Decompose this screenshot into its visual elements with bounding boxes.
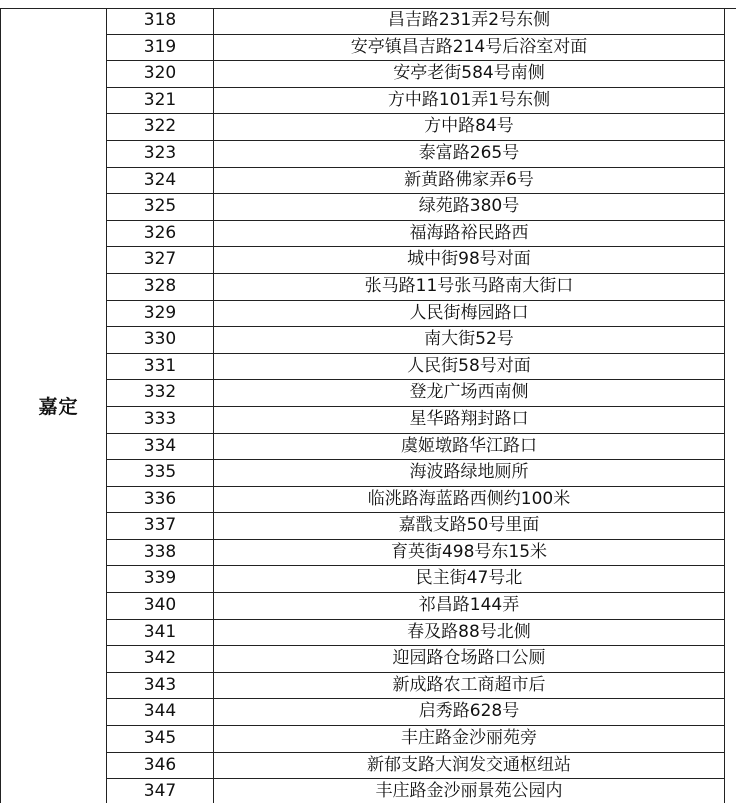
row-number: 320 xyxy=(107,61,214,87)
row-address: 安亭镇昌吉路214号后浴室对面 xyxy=(214,35,725,61)
row-address: 丰庄路金沙丽景苑公园内 xyxy=(214,779,725,803)
row-address: 嘉戬支路50号里面 xyxy=(214,513,725,539)
row-number: 347 xyxy=(107,779,214,803)
table-body xyxy=(107,8,725,803)
row-address: 张马路11号张马路南大街口 xyxy=(214,274,725,300)
table-row xyxy=(107,301,725,328)
table-row xyxy=(107,460,725,487)
table-row xyxy=(107,274,725,301)
row-address: 新黄路佛家弄6号 xyxy=(214,168,725,194)
row-address: 安亭老街584号南侧 xyxy=(214,61,725,87)
row-address: 方中路84号 xyxy=(214,114,725,140)
row-number: 341 xyxy=(107,620,214,646)
row-number: 319 xyxy=(107,35,214,61)
row-address: 新郁支路大润发交通枢纽站 xyxy=(214,753,725,779)
row-number: 331 xyxy=(107,354,214,380)
row-number: 324 xyxy=(107,168,214,194)
row-address: 祁昌路144弄 xyxy=(214,593,725,619)
row-address: 春及路88号北侧 xyxy=(214,620,725,646)
table-row xyxy=(107,726,725,753)
row-address: 民主街47号北 xyxy=(214,566,725,592)
row-number: 339 xyxy=(107,566,214,592)
row-address: 人民街58号对面 xyxy=(214,354,725,380)
table-row xyxy=(107,247,725,274)
table-row xyxy=(107,88,725,115)
row-address: 方中路101弄1号东侧 xyxy=(214,88,725,114)
row-address: 绿苑路380号 xyxy=(214,194,725,220)
table-row xyxy=(107,141,725,168)
row-number: 336 xyxy=(107,487,214,513)
row-number: 326 xyxy=(107,221,214,247)
row-address: 人民街梅园路口 xyxy=(214,301,725,327)
table-row xyxy=(107,194,725,221)
row-number: 340 xyxy=(107,593,214,619)
table-row xyxy=(107,699,725,726)
table-row xyxy=(107,620,725,647)
table-row xyxy=(107,114,725,141)
row-address: 迎园路仓场路口公厕 xyxy=(214,646,725,672)
table-row xyxy=(107,35,725,62)
row-number: 330 xyxy=(107,327,214,353)
table-row xyxy=(107,540,725,567)
table-row xyxy=(107,487,725,514)
district-cell xyxy=(0,8,107,803)
row-address: 福海路裕民路西 xyxy=(214,221,725,247)
table-row xyxy=(107,779,725,803)
row-address: 城中街98号对面 xyxy=(214,247,725,273)
row-address: 南大街52号 xyxy=(214,327,725,353)
table-row xyxy=(107,354,725,381)
row-number: 337 xyxy=(107,513,214,539)
table-row xyxy=(107,221,725,248)
table-row xyxy=(107,168,725,195)
row-number: 325 xyxy=(107,194,214,220)
row-number: 333 xyxy=(107,407,214,433)
row-number: 346 xyxy=(107,753,214,779)
row-address: 昌吉路231弄2号东侧 xyxy=(214,8,725,34)
row-number: 328 xyxy=(107,274,214,300)
row-number: 329 xyxy=(107,301,214,327)
row-address: 临洮路海蓝路西侧约100米 xyxy=(214,487,725,513)
table-row xyxy=(107,646,725,673)
row-number: 318 xyxy=(107,8,214,34)
row-address: 泰富路265号 xyxy=(214,141,725,167)
row-number: 335 xyxy=(107,460,214,486)
row-number: 332 xyxy=(107,380,214,406)
row-number: 344 xyxy=(107,699,214,725)
table-row xyxy=(107,434,725,461)
table-row xyxy=(107,513,725,540)
row-address: 星华路翔封路口 xyxy=(214,407,725,433)
district-label: 嘉定 xyxy=(38,396,79,418)
row-address: 海波路绿地厕所 xyxy=(214,460,725,486)
table-row xyxy=(107,566,725,593)
row-number: 323 xyxy=(107,141,214,167)
table-row xyxy=(107,407,725,434)
row-address: 启秀路628号 xyxy=(214,699,725,725)
table-row xyxy=(107,8,725,35)
table-row xyxy=(107,593,725,620)
row-number: 345 xyxy=(107,726,214,752)
row-address: 新成路农工商超市后 xyxy=(214,673,725,699)
row-number: 322 xyxy=(107,114,214,140)
table-row xyxy=(107,673,725,700)
row-address: 育英街498号东15米 xyxy=(214,540,725,566)
row-number: 321 xyxy=(107,88,214,114)
table-row xyxy=(107,753,725,780)
row-number: 342 xyxy=(107,646,214,672)
row-number: 327 xyxy=(107,247,214,273)
row-number: 338 xyxy=(107,540,214,566)
row-number: 334 xyxy=(107,434,214,460)
table-row xyxy=(107,380,725,407)
row-address: 登龙广场西南侧 xyxy=(214,380,725,406)
row-address: 丰庄路金沙丽苑旁 xyxy=(214,726,725,752)
row-number: 343 xyxy=(107,673,214,699)
table-row xyxy=(107,61,725,88)
row-address: 虞姬墩路华江路口 xyxy=(214,434,725,460)
table-row xyxy=(107,327,725,354)
